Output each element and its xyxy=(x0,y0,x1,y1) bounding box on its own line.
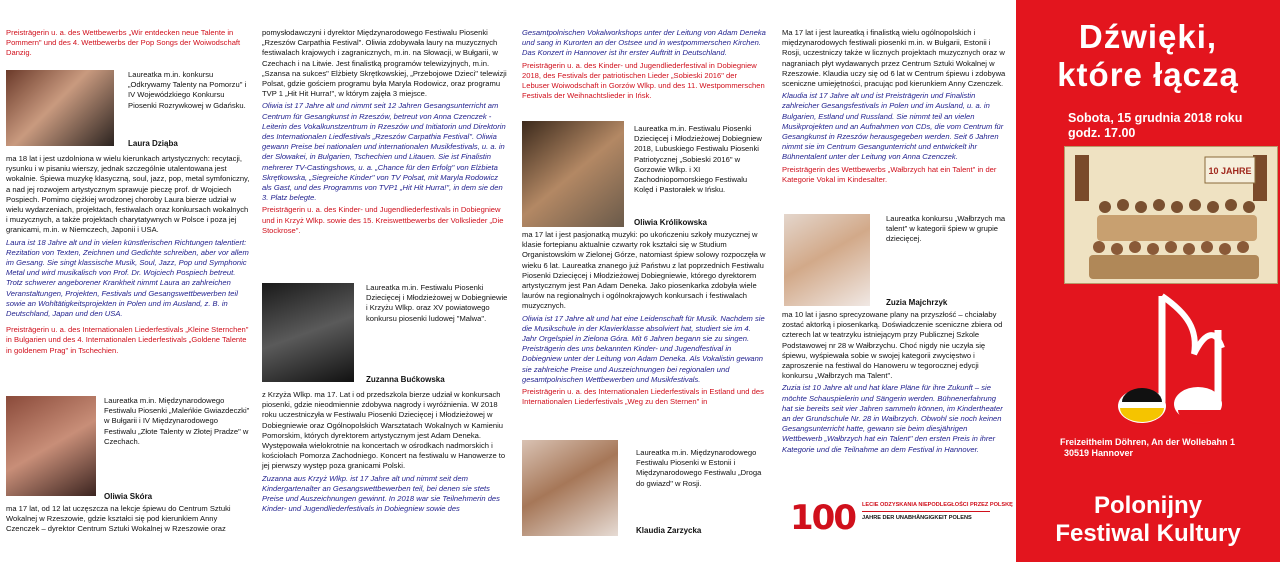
venue-city: 30519 Hannover xyxy=(1064,448,1134,458)
cover-title-line2: które łączą xyxy=(1057,56,1239,93)
photo-laura xyxy=(6,70,114,146)
logo-line-pl: LECIE ODZYSKANIA NIEPODLEGŁOŚCI PRZEZ POLSKĘ xyxy=(862,502,1013,508)
laura-name: Laura Dziąba xyxy=(128,139,178,148)
oliwia-s-bio-pl: ma 17 lat, od 12 lat uczęszcza na lekcje śpiewu do Centrum Sztuki Wokalnej w Rzeszowie, gdzie kształci się pod kierunkiem Anny Czenczek – dyrektor Centrum Sztuki Wokalnej w Rzeszowie oraz xyxy=(6,504,231,534)
column-4-top xyxy=(782,28,1008,185)
zuzanna-name: Zuzanna Bućkowska xyxy=(366,375,445,384)
klaudia-bio-de: Klaudia ist 17 Jahre alt und ist Preisträgerin und Finalistin zahlreicher Gesangsfestivals in Polen und im Ausland, u. a. in Bulgarien, Estland und Russland. Sie nimmt teil an vielen Musikprojekten und an Aufnahmen von CDs, die vom Centrum für Gesangkunst in Rzeszów herausgegeben werden. Seit 6 Jahren nimmt sie im Centrum Gesangunterricht und entwickelt ihr Bühnentalent unter der Leitung von Anna Czenczek. xyxy=(782,91,1004,162)
oliwia-s-caption: Laureatka m.in. Międzynarodowego Festiwalu Piosenki „Maleńkie Gwiazdeczki" w Bułgarii i IV Międzynarodowego Festiwalu „Złote Talenty w Złotej Pradze" w Czechach. xyxy=(104,396,250,446)
photo-zuzia-majchrzyk xyxy=(784,214,870,306)
cover-date xyxy=(1068,111,1242,141)
cover-title-line1: Dźwięki, xyxy=(1078,18,1218,55)
zuzanna-bio-de-cont: Gesamtpolnischen Vokalworkshops unter der Leitung von Adam Deneka und sang in Kurorten an der Ostsee und in westpommerschen Kirchen. Das Konzert in Hannover ist ihr erster Auftritt in Deutschland. xyxy=(522,28,766,58)
choir-illustration xyxy=(1065,147,1277,283)
zuzia-caption: Laureatka konkursu „Wałbrzych ma talent" w kategorii śpiew w grupie dziecięcej. xyxy=(886,214,1006,244)
zuzanna-prizes-de: Preisträgerin u. a. des Kinder- und Jugendliederfestivals in Dobiegniew und in Krzyż Wlkp. sowie des 15. Kreiswettbewerbs der Volkslieder „Die Stockrose". xyxy=(262,205,504,235)
oliwia-k-name: Oliwia Królikowska xyxy=(634,218,707,227)
zuzanna-caption: Laureatka m.in. Festiwalu Piosenki Dziecięcej i Młodzieżowej w Dobiegniewie i Krzyżu Wlkp. oraz XV powiatowego konkursu piosenki ludowej "Malwa". xyxy=(366,283,508,323)
venue-address xyxy=(1060,437,1235,459)
laura-caption: Laureatka m.in. konkursu „Odkrywamy Talenty na Pomorzu" i IV Wojewódzkiego Konkursu Piosenki Rozrywkowej w Gdańsku. xyxy=(128,70,247,110)
klaudia-caption: Laureatka m.in. Międzynarodowego Festiwalu Piosenki w Estonii i Międzynarodowego Festiwalu „Droga do gwiazd" w Rosji. xyxy=(636,448,762,488)
laura-bio xyxy=(6,154,252,356)
logo-100-number: 100 xyxy=(790,498,855,538)
laura-bio-pl: ma 18 lat i jest uzdolniona w wielu kierunkach artystycznych: recytacji, rysunku i w pisaniu wierszy, jednak szczególnie utalentowana jest wokalnie. Śpiewa muzykę klasyczną, soul, jazz, pop, metal symfoniczny, a nad jej rozwojem artystycznym sprawuje pieczę prof. dr Wojciech Pospiech. Pomimo ciężkiej wrodzonej choroby Laura bierze udział w wielu wydarzeniach, projektach, festiwalach oraz konkursach wokalnych i muzycznych, a także projektach charytatywnych w Polsce i poza jej granicami, m.in. w Niemczech, Japonii i USA. xyxy=(6,154,250,235)
cover-panel xyxy=(1016,0,1280,562)
logo-line-de: JAHRE DER UNABHÄNGIGKEIT POLENS xyxy=(862,515,972,521)
festival-name-line1: Polonijny xyxy=(1094,492,1202,519)
intro-text-de: Preisträgerin u. a. des Wettbewerbs „Wir entdecken neue Talente in Pommern" und des 4. Wettbewerbs der Pop Songs der Woiwodschaft Danzig. xyxy=(6,28,241,58)
photo-oliwia-skora xyxy=(6,396,96,496)
oliwia-k-bio-pl: ma 17 lat i jest pasjonatką muzyki: po ukończeniu szkoły muzycznej w klasie fortepianu aktualnie czwarty rok kształci się w Studium Organistowskim w Zielonej Górze, natomiast śpiew solowy rozpoczęła w wieku 6 lat. Laureatka znanego już Państwu z lat poprzednich Festiwalu Piosenki Dziecięcej i Młodzieżowej Dobiegniewie, którego dyrektorem artystycznym jest Pan Adam Deneka. Jako piosenkarka zdobyła wiele laurów na regionalnych i ogólnokrajowych konkursach i festiwalach muzycznych. xyxy=(522,230,766,311)
zuzia-bio xyxy=(782,310,1008,455)
oliwia-k-caption: Laureatka m.in. Festiwalu Piosenki Dziecięcej i Młodzieżowej Dobiegniew 2018, Lubuskiego Festiwalu Piosenki Patriotycznej „Sobieski 2016" w Gorzowie Wlkp. i XI Zachodniopomorskiego Festiwalu Kolęd i Pastorałek w Ińsku. xyxy=(634,124,762,195)
zuzia-name: Zuzia Majchrzyk xyxy=(886,298,948,307)
event-time: godz. 17.00 xyxy=(1068,126,1136,140)
photo-klaudia-zarzycka xyxy=(522,440,618,536)
oliwia-s-name: Oliwia Skóra xyxy=(104,492,153,501)
zuzanna-bio-de: Zuzanna aus Krzyż Wlkp. ist 17 Jahre alt und nimmt seit dem Kindergartenalter an Gesangswettbewerben teil, bei denen sie stets Preise und Auszeichnungen gewinnt. In 2018 war sie Teilnehmerin des Kinder- und Jugendliederfestivals in Dobiegniew sowie des xyxy=(262,473,500,514)
event-date: Sobota, 15 grudnia 2018 roku xyxy=(1068,111,1243,125)
oliwia-k-bio-de: Oliwia ist 17 Jahre alt und hat eine Leidenschaft für Musik. Nachdem sie die Musikschule in der Klavierklasse absolviert hat, studiert sie im 4. Jahr Orgelspiel in Zielona Góra. Mit 6 Jahren begann sie zu singen. Preisträgerin des uns bekannten Kinder- und Jugendfestival in Dobiegniew unter der Leitung von Adam Deneka. Als Vokalistin gewann sie zahlreiche Preise und Auszeichnungen bei regionalen und gesamtpolnischen Wettbewerben und Musikfestivals. xyxy=(522,313,765,384)
laura-bio-de: Laura ist 18 Jahre alt und in vielen künstlerischen Richtungen talentiert: Rezitation von Texten, Zeichnen und Gedichte schreiben, aber vor allem im Gesang. Sie singt klassische Musik, Soul, Jazz, Pop und Symphonic Metal und wird musikalisch von Prof. Dr. Wojciech Pospiech betreut. Trotz schwerer angeborener Krankheit nimmt Laura an zahlreichen Veranstaltungen, Projekten, Festivals und Gesangswettbewerben teil sowie an Wohltätigkeitsprojekten in Polen und im Ausland, z. B. in Deutschland, Japan und den USA. xyxy=(6,237,249,319)
klaudia-prizes-de: Preisträgerin u. a. des Internationalen Liederfestivals in Estland und des Internationalen Liederfestivals „Weg zu den Sternen" in xyxy=(522,387,764,407)
zuzanna-bio-pl: z Krzyża Wlkp. ma 17. Lat i od przedszkola bierze udział w konkursach piosenki, gdzie nieodmiennie zdobywa nagrody i wyróżnienia. W 2018 roku uczestniczyła w Festiwalu Piosenki Dziecięcej i Młodzieżowej w Dobiegniewie oraz Ogólnopolskich Warsztatach Wokalnych w Kamieniu Pomorskim, których dyrektorem artystycznym jest Adam Deneka. Występowała wielokrotnie na koncertach w ośrodkach nadmorskich i kościołach Pomorza Zachodniego. Koncert na festiwalu w Hanowerze to jej pierwszy występ poza granicami Polski. xyxy=(262,390,506,471)
music-notes-icon xyxy=(1098,290,1228,440)
oliwia-s-bio-pl-cont: pomysłodawczyni i dyrektor Międzynarodowego Festiwalu Piosenki „Rzeszów Carpathia Festival". Oliwia zdobywała laury na muzycznych festiwalach krajowych i zagranicznych, m.in. na Słowacji, w Bułgarii, w Czechach i na Litwie. Jest finalistką programów telewizyjnych, m.in. „Szansa na sukces" Elżbiety Skrętkowskiej, „Przebojowe Dzieci" telewizji Polsat, gdzie gościem programu była Maryla Rodowicz, oraz programu TVP 1 „Hit Hit Hurra!", w którym zajęła 3 miejsce. xyxy=(262,28,507,99)
zuzia-prizes-de: Preisträgerin des Wettbewerbs „Wałbrzych hat ein Talent" in der Kategorie Vokal im Kindesalter. xyxy=(782,164,997,184)
photo-oliwia-krolikowska xyxy=(522,121,624,227)
oliwia-k-prizes-de: Preisträgerin u. a. des Kinder- und Jugendliederfestival in Dobiegniew 2018, des Festivals der patriotischen Lieder „Sobieski 2016" der Lebuser Woiwodschaft in Gorzów Wlkp. und des 11. Westpommerschen Festivals der Weihnachtslieder in Ińsk. xyxy=(522,60,765,101)
klaudia-name: Klaudia Zarzycka xyxy=(636,526,702,535)
photo-zuzanna-buckowska xyxy=(262,283,354,382)
oliwia-s-bio-de: Oliwia ist 17 Jahre alt und nimmt seit 12 Jahren Gesangsunterricht am Centrum für Gesangkunst in Rzeszów, betreut von Anna Czenczek - Leiterin des Vokalkunstzentrum in Rzeszów und Initiatorin und Direktorin des Internationalen Liedfestivals „Rzeszów Carpathia Festival". Oliwia gewann Preise bei nationalen und internationalen Musikfestivals, u. a. in der Slowakei, in Bulgarien, Tschechien und Litauen. Sie ist Finalistin mehrerer TV-Castingshows, u. a. „Chance für den Erfolg" von Elżbieta Skrętkowska, „Siegreiche Kinder" von TV Polsat, mit Maryla Rodowicz als Gast, und des Programms von TVP1 „Hit Hit Hurra!", in dem sie den 3. Platz belegte. xyxy=(262,101,506,203)
venue-street: Freizeitheim Döhren, An der Wollebahn 1 xyxy=(1060,437,1236,447)
oliwia-k-bio xyxy=(522,230,766,407)
logo-divider xyxy=(862,511,990,512)
klaudia-bio-pl: Ma 17 lat i jest laureatką i finalistką wielu ogólnopolskich i międzynarodowych festiwali piosenki m.in. w Bułgarii, Estonii i Rosji, uczestniczy także w licznych projektach muzycznych oraz w nagraniach płyt wydawanych przez Centrum Sztuki Wokalnej w Rzeszowie. Klaudia uczy się od 6 lat w Centrum śpiewu i zdobywa sceniczne umiejętności, pracując pod kierunkiem Anny Czenczek. xyxy=(782,28,1006,89)
zuzia-bio-pl: ma 10 lat i jasno sprecyzowane plany na przyszłość – chciałaby zostać aktorką i piosenkarką. Doświadczenie sceniczne zbiera od czterech lat w teatrzyku istniejącym przy Publicznej Szkole Podstawowej nr 28 w Wałbrzychu. Choć nigdy nie uczyła się śpiewu, wyśpiewała sobie w swojej kategorii zwycięstwo i zaproszenie na festiwal do Hanoweru w tegorocznej edycji konkursu „Wałbrzych ma Talent". xyxy=(782,310,1003,381)
music-notes-graphic xyxy=(1098,290,1228,440)
festival-name xyxy=(1016,492,1280,548)
festival-name-line2: Festiwal Kultury xyxy=(1055,520,1241,547)
cover-title xyxy=(1016,18,1280,94)
column-2-top xyxy=(262,28,508,236)
oliwia-s-prizes-de: Preisträgerin u. a. des Internationalen Liederfestivals „Kleine Sternchen" in Bulgarien und des 4. Internationalen Liederfestivals „Goldene Talente in goldenem Prag" in Tschechien. xyxy=(6,325,249,355)
column-3-top xyxy=(522,28,766,101)
zuzanna-bio xyxy=(262,390,508,514)
image-banner-text: 10 JAHRE xyxy=(1208,166,1252,176)
cover-illustration xyxy=(1064,146,1278,284)
zuzia-bio-de: Zuzia ist 10 Jahre alt und hat klare Pläne für ihre Zukunft – sie möchte Schauspielerin und Sängerin werden. Bühnenerfahrung hat sie bereits seit vier Jahren sammeln können, im Kindertheater an der Grundschule Nr. 28 in Wałbrzych. Obwohl sie noch keinen Gesangsunterricht hatte, gewann sie beim diesjährigen Wettbewerb „Wałbrzych hat ein Talent" den ersten Preis in ihrer Kategorie und die Teilnahme an dem Festival in Hannover. xyxy=(782,383,1003,454)
